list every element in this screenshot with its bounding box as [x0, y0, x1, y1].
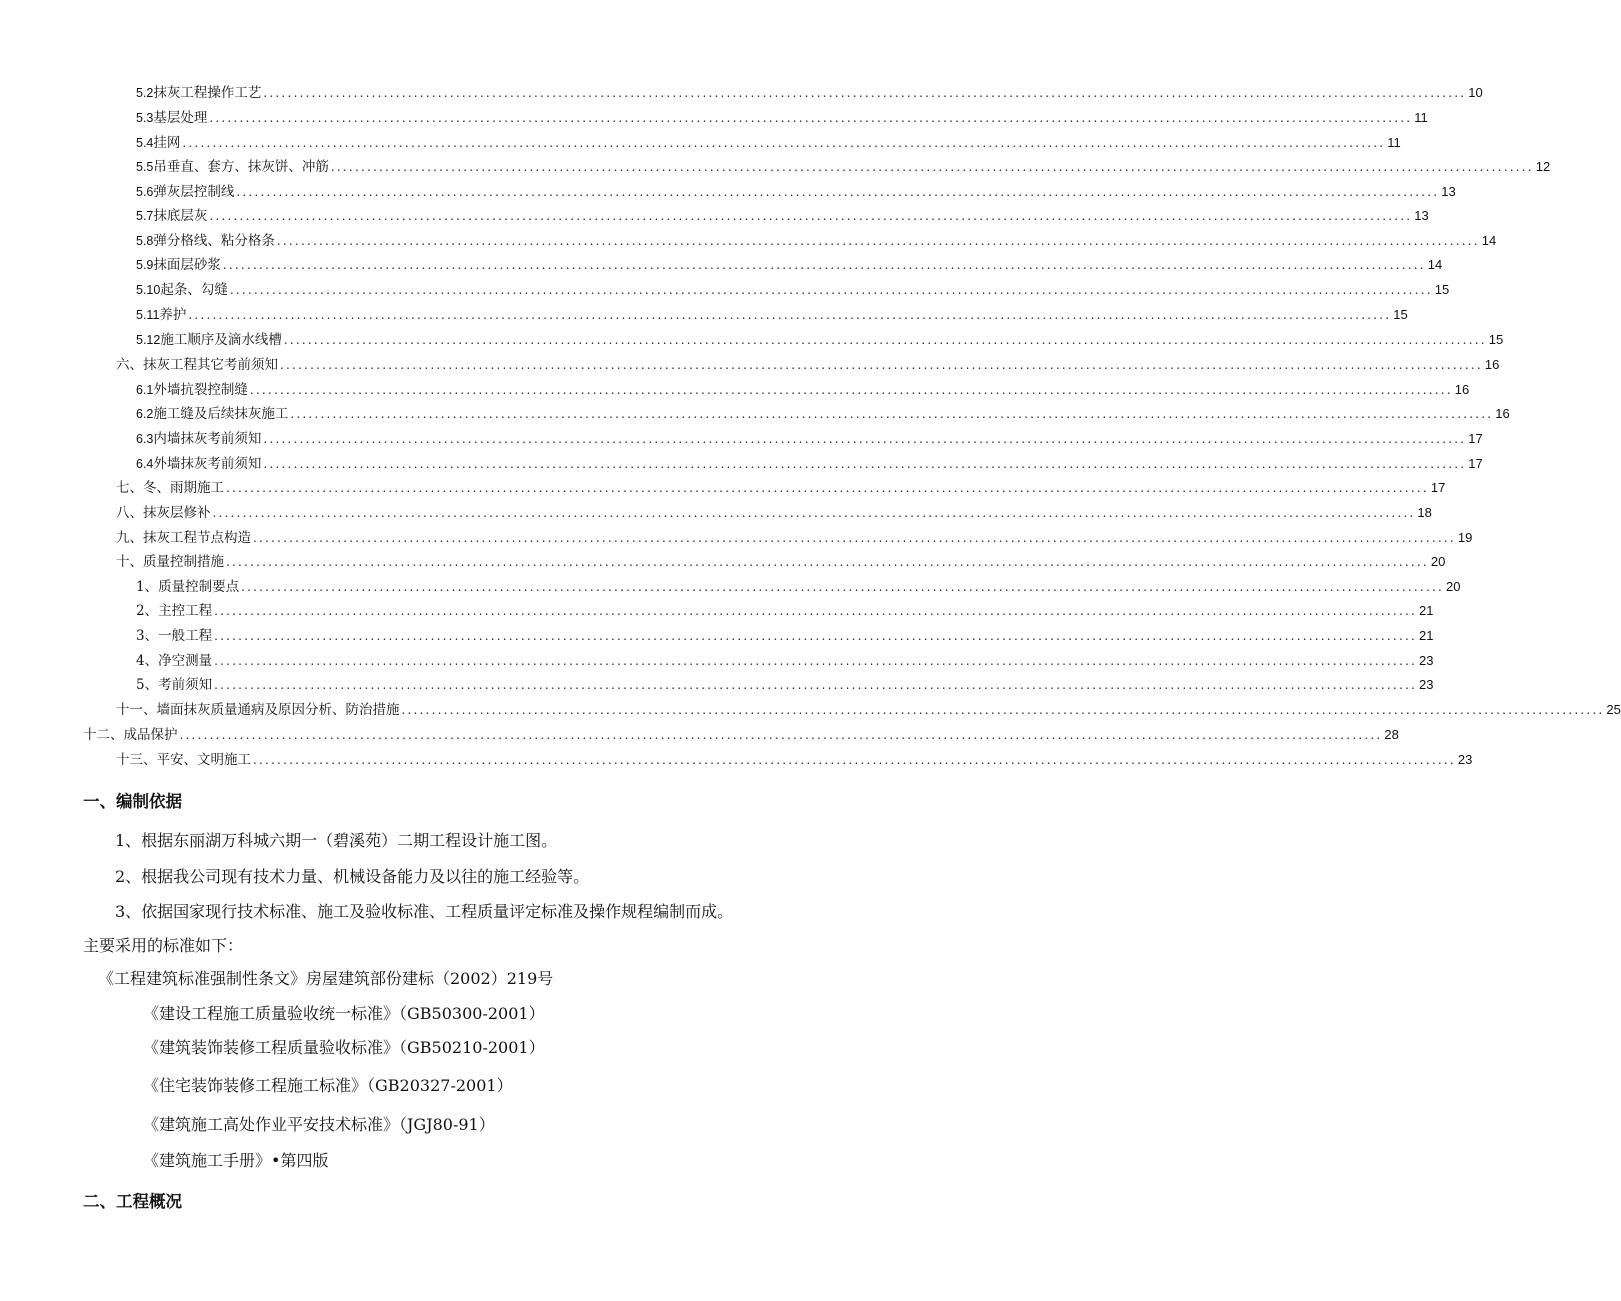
toc-entry-number: 5.7 — [136, 209, 154, 223]
toc-entry-title: 抹灰工程操作工艺 — [153, 85, 262, 101]
toc-entry-number: 5.3 — [136, 111, 154, 125]
toc-entry-title: 挂网 — [153, 135, 181, 151]
toc-entry[interactable] — [136, 380, 1470, 400]
toc-entry-page: 10 — [1468, 85, 1483, 100]
toc-entry-page: 23 — [1457, 752, 1473, 767]
toc-entry[interactable] — [136, 157, 1551, 177]
toc-leader-dots: ........................................................................................................................................................................................................ — [182, 136, 1386, 150]
toc-entry-page: 23 — [1418, 677, 1434, 692]
toc-entry-title: 十一、墙面抹灰质量通病及原因分析、防治措施 — [116, 702, 400, 718]
toc-leader-dots: ........................................................................................................................................................................................................ — [241, 580, 1444, 594]
standard-item-4: 《住宅装饰装修工程施工标准》（GB20327-2001） — [143, 1076, 513, 1095]
toc-entry-number: 6.4 — [136, 457, 154, 471]
toc-leader-dots: ........................................................................................................................................................................................................ — [188, 308, 1392, 322]
toc-leader-dots: ........................................................................................................................................................................................................ — [290, 407, 1494, 421]
toc-leader-dots: ........................................................................................................................................................................................................ — [236, 185, 1440, 199]
standard-item-5: 《建筑施工高处作业平安技术标准》（JGJ80-91） — [143, 1115, 495, 1134]
toc-entry-page: 14 — [1481, 233, 1497, 248]
toc-entry-page: 17 — [1468, 456, 1483, 471]
toc-entry-page: 16 — [1484, 357, 1500, 372]
toc-entry[interactable] — [136, 429, 1483, 449]
toc-leader-dots: ........................................................................................................................................................................................................ — [263, 457, 1467, 471]
toc-leader-dots: ........................................................................................................................................................................................................ — [276, 234, 1480, 248]
standard-item-6: 《建筑施工手册》•第四版 — [143, 1151, 329, 1170]
toc-entry-page: 17 — [1468, 431, 1483, 446]
toc-entry[interactable] — [136, 280, 1450, 300]
toc-entry[interactable] — [116, 478, 1446, 498]
toc-entry[interactable] — [136, 404, 1510, 424]
toc-entry-number: 5.9 — [136, 258, 154, 272]
toc-entry[interactable] — [116, 552, 1446, 572]
toc-entry[interactable] — [136, 577, 1461, 597]
toc-entry-number: 6.1 — [136, 383, 154, 397]
toc-leader-dots: ........................................................................................................................................................................................................ — [209, 209, 1413, 223]
toc-entry[interactable] — [136, 601, 1434, 621]
toc-entry[interactable] — [136, 182, 1456, 202]
toc-entry-title: 2、主控工程 — [136, 603, 213, 619]
toc-entry[interactable] — [136, 133, 1401, 153]
toc-entry-title: 六、抹灰工程其它考前须知 — [116, 357, 278, 373]
toc-entry-page: 14 — [1427, 257, 1443, 272]
toc-entry-page: 11 — [1414, 110, 1428, 125]
toc-entry-number: 6.2 — [136, 407, 154, 421]
toc-leader-dots: ........................................................................................................................................................................................................ — [280, 358, 1483, 372]
toc-entry-title: 抹面层砂浆 — [153, 257, 221, 273]
standard-item-3: 《建筑装饰装修工程质量验收标准》（GB50210-2001） — [143, 1038, 545, 1057]
toc-entry-page: 16 — [1495, 406, 1510, 421]
toc-entry-title: 基层处理 — [153, 110, 208, 126]
toc-entry[interactable] — [136, 108, 1428, 128]
toc-entry[interactable] — [136, 83, 1483, 103]
standard-item-2: 《建设工程施工质量验收统一标准》（GB50300-2001） — [143, 1004, 545, 1023]
toc-entry-page: 15 — [1434, 282, 1450, 297]
toc-entry-page: 20 — [1445, 579, 1461, 594]
toc-entry[interactable] — [116, 503, 1432, 523]
toc-entry-page: 15 — [1393, 307, 1408, 322]
section-heading-overview: 二、工程概况 — [83, 1192, 182, 1211]
toc-entry[interactable] — [136, 206, 1429, 226]
toc-entry[interactable] — [116, 528, 1473, 548]
toc-leader-dots: ........................................................................................................................................................................................................ — [179, 728, 1383, 742]
toc-entry-title: 外墙抗裂控制缝 — [153, 382, 248, 398]
toc-entry-title: 施工缝及后续抹灰施工 — [153, 406, 289, 422]
toc-entry-number: 5.11 — [136, 308, 160, 322]
toc-entry-title: 抹底层灰 — [153, 208, 208, 224]
toc-entry[interactable] — [136, 626, 1434, 646]
toc-leader-dots: ........................................................................................................................................................................................................ — [226, 481, 1429, 495]
basis-item-1: 1、根据东丽湖万科城六期一（碧溪苑）二期工程设计施工图。 — [115, 831, 558, 850]
toc-entry-title: 七、冬、雨期施工 — [116, 480, 224, 496]
toc-leader-dots: ........................................................................................................................................................................................................ — [330, 160, 1534, 174]
toc-entry-number: 5.8 — [136, 234, 154, 248]
toc-entry-title: 吊垂直、套方、抹灰饼、冲筋 — [153, 159, 329, 175]
toc-entry-page: 18 — [1417, 505, 1432, 520]
standards-intro: 主要采用的标准如下： — [83, 936, 244, 955]
toc-leader-dots: ........................................................................................................................................................................................................ — [249, 383, 1453, 397]
toc-entry-title: 1、质量控制要点 — [136, 579, 240, 595]
toc-entry[interactable] — [136, 651, 1434, 671]
toc-leader-dots: ........................................................................................................................................................................................................ — [401, 703, 1605, 717]
toc-entry-number: 5.2 — [136, 86, 154, 100]
toc-leader-dots: ........................................................................................................................................................................................................ — [214, 629, 1417, 643]
toc-leader-dots: ........................................................................................................................................................................................................ — [212, 506, 1416, 520]
toc-entry-title: 十、质量控制措施 — [116, 554, 224, 570]
basis-item-2: 2、根据我公司现有技术力量、机械设备能力及以往的施工经验等。 — [115, 867, 590, 886]
toc-entry[interactable] — [116, 750, 1473, 770]
toc-entry-page: 16 — [1454, 382, 1470, 397]
toc-entry-title: 3、一般工程 — [136, 628, 213, 644]
toc-leader-dots: ........................................................................................................................................................................................................ — [226, 555, 1429, 569]
toc-entry-page: 28 — [1384, 727, 1399, 742]
toc-entry-page: 11 — [1387, 135, 1401, 150]
toc-entry-title: 十二、成品保护 — [83, 727, 178, 743]
toc-leader-dots: ........................................................................................................................................................................................................ — [263, 432, 1467, 446]
toc-entry-page: 21 — [1418, 628, 1434, 643]
toc-leader-dots: ........................................................................................................................................................................................................ — [222, 258, 1426, 272]
toc-leader-dots: ........................................................................................................................................................................................................ — [214, 678, 1417, 692]
toc-entry[interactable] — [136, 305, 1408, 325]
toc-entry-title: 养护 — [159, 307, 187, 323]
toc-entry-title: 5、考前须知 — [136, 677, 213, 693]
toc-entry[interactable] — [116, 700, 1621, 720]
toc-entry-page: 13 — [1441, 184, 1456, 199]
basis-item-3: 3、依据国家现行技术标准、施工及验收标准、工程质量评定标准及操作规程编制而成。 — [115, 902, 734, 921]
toc-entry-title: 外墙抹灰考前须知 — [153, 456, 262, 472]
toc-leader-dots: ........................................................................................................................................................................................................ — [229, 283, 1433, 297]
toc-entry-page: 17 — [1430, 480, 1446, 495]
toc-entry-title: 4、净空测量 — [136, 653, 213, 669]
toc-leader-dots: ........................................................................................................................................................................................................ — [263, 86, 1467, 100]
toc-entry-number: 5.4 — [136, 136, 154, 150]
toc-leader-dots: ........................................................................................................................................................................................................ — [209, 111, 1413, 125]
toc-entry-title: 弹分格线、粘分格条 — [153, 233, 275, 249]
toc-entry-number: 5.5 — [136, 160, 154, 174]
toc-entry[interactable] — [136, 330, 1504, 350]
toc-entry-page: 19 — [1457, 530, 1473, 545]
toc-entry-page: 13 — [1414, 208, 1429, 223]
toc-leader-dots: ........................................................................................................................................................................................................ — [253, 531, 1456, 545]
toc-entry-title: 十三、平安、文明施工 — [116, 752, 251, 768]
toc-entry-page: 12 — [1535, 159, 1551, 174]
toc-entry-page: 15 — [1488, 332, 1504, 347]
toc-entry[interactable] — [136, 454, 1483, 474]
toc-entry-page: 21 — [1418, 603, 1434, 618]
standard-item-1: 《工程建筑标准强制性条文》房屋建筑部份建标（2002）219号 — [98, 969, 554, 988]
toc-entry[interactable] — [136, 255, 1443, 275]
toc-entry-number: 5.10 — [136, 283, 161, 297]
toc-entry[interactable] — [136, 231, 1497, 251]
toc-entry[interactable] — [83, 725, 1399, 745]
toc-entry-title: 起条、勾缝 — [160, 282, 228, 298]
toc-entry[interactable] — [136, 675, 1434, 695]
toc-entry-number: 6.3 — [136, 432, 154, 446]
section-heading-basis: 一、编制依据 — [83, 792, 182, 811]
toc-entry-page: 25 — [1606, 702, 1621, 717]
toc-entry-title: 施工顺序及滴水线槽 — [160, 332, 282, 348]
toc-entry-title: 弹灰层控制线 — [153, 184, 235, 200]
toc-leader-dots: ........................................................................................................................................................................................................ — [214, 654, 1417, 668]
toc-entry-page: 20 — [1430, 554, 1446, 569]
toc-entry-number: 5.6 — [136, 185, 154, 199]
toc-entry[interactable] — [116, 355, 1500, 375]
toc-leader-dots: ........................................................................................................................................................................................................ — [283, 333, 1487, 347]
toc-entry-title: 九、抹灰工程节点构造 — [116, 530, 251, 546]
toc-leader-dots: ........................................................................................................................................................................................................ — [214, 604, 1417, 618]
toc-leader-dots: ........................................................................................................................................................................................................ — [253, 753, 1456, 767]
toc-entry-title: 八、抹灰层修补 — [116, 505, 211, 521]
toc-entry-page: 23 — [1418, 653, 1434, 668]
toc-entry-number: 5.12 — [136, 333, 161, 347]
toc-entry-title: 内墙抹灰考前须知 — [153, 431, 262, 447]
